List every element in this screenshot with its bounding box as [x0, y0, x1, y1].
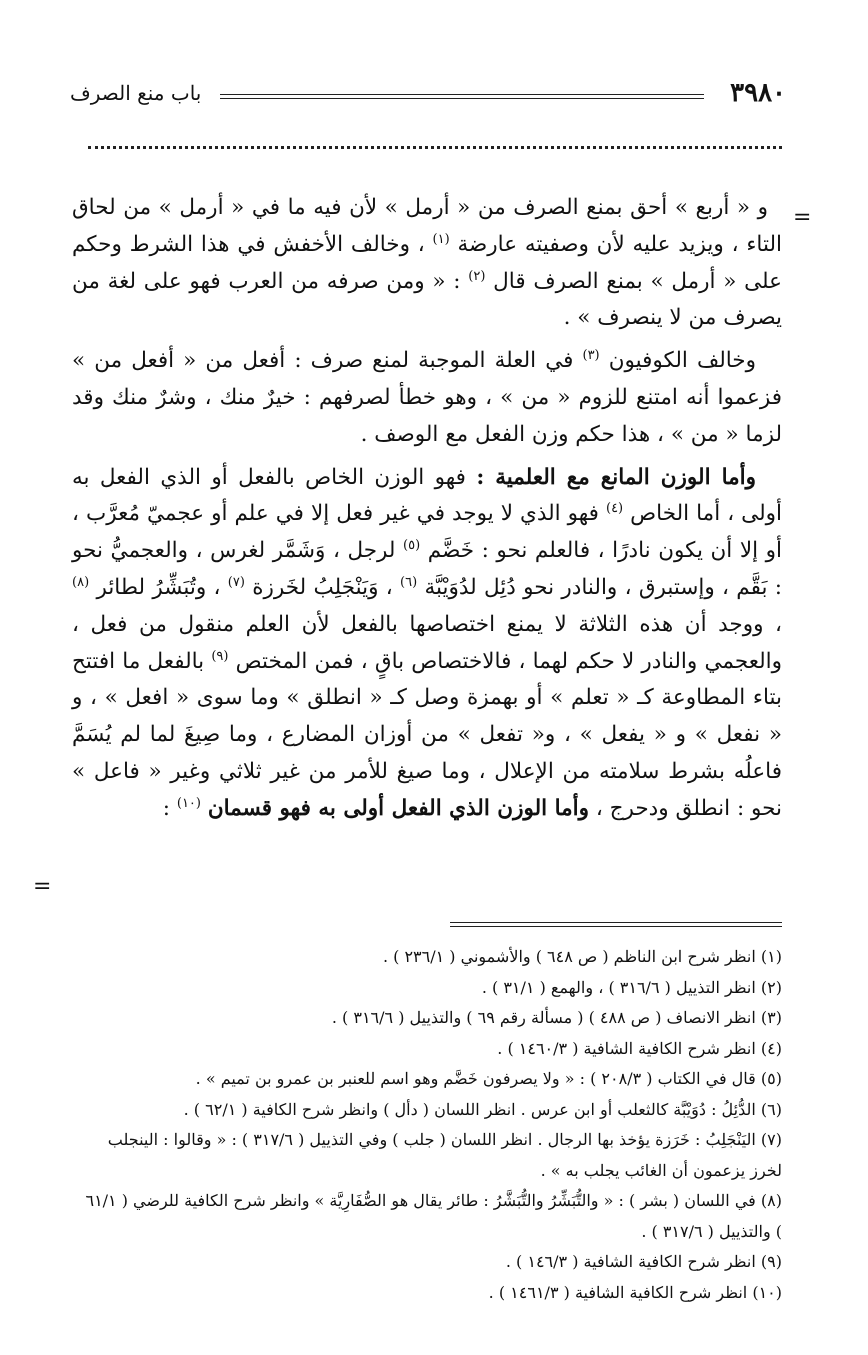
footnote-rule: [450, 922, 782, 927]
footnote-ref-5: (٥): [403, 538, 421, 554]
chapter-title: باب منع الصرف: [70, 81, 202, 105]
footnote-ref-4: (٤): [605, 501, 624, 517]
text-run: ، وخالف الأخفش في هذا الشرط وحكم على « أرمل » بمنع الصرف قال: [72, 231, 782, 294]
footnote-ref-8: (٨): [72, 574, 90, 590]
text-run: : « ومن صرفه من العرب فهو على لغة من يصرف من لا ينصرف » .: [72, 268, 782, 331]
footnote-6: (٦) الدُّئِلُ : دُوَيْبَّة كالثعلب أو ابن عرس . انظر اللسان ( دأل ) وانظر شرح الكافية ( ٦٢/١ ) .: [183, 1099, 782, 1119]
footnote-ref-2: (٢): [468, 268, 486, 284]
footnote-9: (٩) انظر شرح الكافية الشافية ( ١٤٦/٣ ) .: [505, 1252, 782, 1271]
footnote-ref-10: (١٠): [176, 795, 201, 811]
text-run: ، وتُبَشِّرُ لطائر: [96, 574, 221, 600]
footnote-1: (١) انظر شرح ابن الناظم ( ص ٦٤٨ ) والأشموني ( ٢٣٦/١ ) .: [382, 947, 782, 966]
footnotes: [80, 942, 782, 1308]
body-text: [72, 190, 782, 834]
footnote-ref-9: (٩): [211, 648, 229, 664]
text-run: ، وَيَنْجَلِبُ لخَرزة: [252, 574, 393, 600]
footnote-ref-6: (٦): [400, 574, 418, 590]
text-run: ، ووجد أن هذه الثلاثة لا يمنع اختصاصها بالفعل لأن العلم منقول من فعل ، والعجمي والنادر لا حكم لهما ، فالاختصاص باقٍ ، فمن المختص: [72, 611, 782, 674]
paragraph-2: [72, 343, 782, 453]
page-number: ٣٩٨٠: [730, 78, 786, 108]
text-run: بالفعل ما افتتح بتاء المطاوعة كـ « تعلم » أو بهمزة وصل كـ « انطلق » وما سوى « افعل » ، و « نفعل » و « يفعل » ، و« تفعل » من أوزان المضارع ، وما صِيغَ لما لم يُسَمَّ فاعلُه بشرط سلامته من الإعلال ، وما صيغ للأمر من غير ثلاثي وغير « فاعل » نحو : انطلق ودحرج ،: [72, 648, 782, 821]
footnote-ref-1: (١): [432, 231, 450, 247]
text-run: فهو الوزن الخاص بالفعل أو الذي الفعل به أولى ، أما الخاص: [72, 464, 782, 527]
footnote-ref-7: (٧): [227, 574, 245, 590]
footnote-ref-3: (٣): [582, 348, 600, 364]
text-run: و « أربع » أحق بمنع الصرف من « أرمل » لأن فيه ما في « أرمل » من لحاق التاء ، ويزيد عليه لأن وصفيته عارضة: [72, 195, 782, 257]
footnote-4: (٤) انظر شرح الكافية الشافية ( ١٤٦٠/٣ ) .: [497, 1038, 782, 1058]
margin-mark-top: =: [793, 205, 812, 230]
bold-run: وأما الوزن الذي الفعل أولى به فهو قسمان: [207, 795, 590, 821]
footnote-7: (٧) اليَنْجَلِبُ : خَرَزة يؤخذ بها الرجال . انظر اللسان ( جلب ) وفي التذييل ( ٣١٧/٦ ) : « وقالوا : الينجلب لخرز يزعمون أن الغائب يجلب به » .: [107, 1130, 782, 1180]
footnote-10: (١٠) انظر شرح الكافية الشافية ( ١٤٦١/٣ ) .: [488, 1282, 782, 1302]
footnote-2: (٢) انظر التذييل ( ٣١٦/٦ ) ، والهمع ( ٣١/١ ) .: [481, 977, 782, 997]
page-header: [70, 78, 786, 112]
footnote-3: (٣) انظر الانصاف ( ص ٤٨٨ ) ( مسألة رقم ٦٩ ) والتذييل ( ٣١٦/٦ ) .: [331, 1008, 782, 1027]
paragraph-1: [72, 190, 782, 337]
paragraph-3: [72, 460, 782, 828]
header-rule: [220, 94, 704, 99]
text-run: وخالف الكوفيون: [608, 348, 756, 374]
section-heading: وأما الوزن المانع مع العلمية :: [476, 464, 757, 490]
dotted-separator: [88, 146, 782, 149]
footnote-5: (٥) قال في الكتاب ( ٢٠٨/٣ ) : « ولا يصرفون خَضَّم وهو اسم للعنبر بن عمرو بن تميم » .: [195, 1069, 782, 1088]
text-run: في العلة الموجبة لمنع صرف : أفعل من « أفعل من » فزعموا أنه امتنع للزوم « من » ، وهو خطأ لصرفهم : خيرٌ منك ، وشرٌ منك وقد لزما « من » ، هذا حكم وزن الفعل مع الوصف .: [72, 348, 782, 447]
text-run: فهو الذي لا يوجد في غير فعل إلا في علم أو عجميّ مُعرَّب ، أو إلا أن يكون نادرًا ، فالعلم نحو : خَضَّم: [72, 501, 783, 564]
footnote-8: (٨) في اللسان ( بشر ) : « والتُّبَشِّرُ والتُّبَشَّرُ : طائر يقال هو الصُّفَارِيَّة » وانظر شرح الكافية للرضي ( ٦١/١ ) والتذييل ( ٣١٧/٦ ) .: [85, 1191, 782, 1241]
text-run: لرجل ، وَشَمَّر لغرس ، والعجميُّ نحو : بَقَّم ، وإستبرق ، والنادر نحو دُئِل لدُوَيْبَّة: [72, 538, 782, 600]
text-run: :: [162, 795, 171, 821]
margin-mark-bottom: =: [33, 874, 52, 899]
